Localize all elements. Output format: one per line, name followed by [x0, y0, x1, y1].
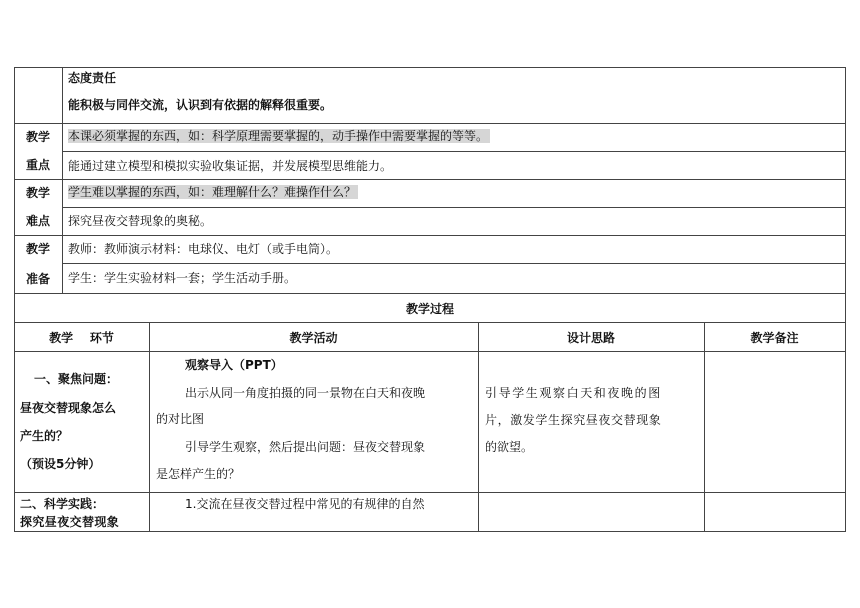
key-points-row2: 能通过建立模型和模拟实验收集证据，并发展模型思维能力。: [68, 159, 393, 173]
stage1-activity-line4: 是怎样产生的？: [156, 467, 241, 481]
grid-line: [845, 67, 846, 531]
difficulties-label-line2: 难点: [25, 214, 50, 228]
stage1-activity-line2: 的对比图: [156, 412, 205, 426]
grid-line: [62, 67, 63, 293]
preparation-label-line1: 教学: [25, 242, 50, 256]
key-points-label-line1: 教学: [25, 130, 50, 144]
stage1-design-line2: 片，激发学生探究昼夜交替现象: [485, 413, 662, 427]
grid-line: [14, 351, 846, 352]
grid-line: [14, 67, 15, 531]
stage1-line1: 一、聚焦问题：: [34, 372, 119, 386]
header-design: 设计思路: [566, 331, 615, 345]
key-points-label-line2: 重点: [25, 158, 50, 172]
preparation-row1: 教师：教师演示材料：电球仪、电灯（或手电筒）。: [68, 242, 339, 256]
grid-line: [704, 322, 705, 531]
difficulties-label-line1: 教学: [25, 186, 50, 200]
difficulties-row1-text: 学生难以掌握的东西，如：难理解什么？难操作什么？: [68, 185, 357, 199]
stage2-line1: 二、科学实践：: [20, 497, 105, 511]
grid-line: [14, 293, 846, 294]
difficulties-row1: [68, 184, 358, 200]
grid-line: [478, 322, 479, 531]
grid-line: [14, 235, 846, 236]
preparation-label-line2: 准备: [25, 272, 50, 286]
key-points-row1: [68, 128, 490, 144]
stage1-line2: 昼夜交替现象怎么: [20, 401, 117, 415]
stage2-activity-line1: 1.交流在昼夜交替过程中常见的有规律的自然: [185, 497, 425, 511]
grid-line: [149, 322, 150, 531]
grid-line: [62, 207, 846, 208]
grid-line: [62, 151, 846, 152]
stage1-line3: 产生的？: [20, 429, 69, 443]
stage1-design-line3: 的欲望。: [485, 440, 534, 454]
header-activity: 教学活动: [289, 331, 338, 345]
attitude-text: 能积极与同伴交流，认识到有依据的解释很重要。: [68, 98, 333, 112]
grid-line: [14, 179, 846, 180]
difficulties-row2: 探究昼夜交替现象的奥秘。: [68, 214, 213, 228]
stage1-line4: （预设5分钟）: [20, 457, 101, 471]
stage2-line2: 探究昼夜交替现象: [20, 515, 120, 529]
header-stage: 教学 环节: [49, 331, 114, 345]
attitude-title: 态度责任: [68, 71, 117, 85]
stage1-activity-title: 观察导入（PPT）: [185, 358, 283, 372]
grid-line: [14, 531, 846, 532]
grid-line: [14, 322, 846, 323]
grid-line: [14, 123, 846, 124]
key-points-row1-text: 本课必须掌握的东西，如：科学原理需要掌握的，动手操作中需要掌握的等等。: [68, 129, 489, 143]
stage1-activity-line3: 引导学生观察，然后提出问题：昼夜交替现象: [185, 440, 426, 454]
grid-line: [62, 263, 846, 264]
header-notes: 教学备注: [750, 331, 799, 345]
grid-line: [14, 492, 846, 493]
stage1-activity-line1: 出示从同一角度拍摄的同一景物在白天和夜晚: [185, 386, 426, 400]
process-title: 教学过程: [405, 302, 454, 316]
preparation-row2: 学生：学生实验材料一套；学生活动手册。: [68, 271, 297, 285]
grid-line: [14, 67, 846, 68]
stage1-design-line1: 引导学生观察白天和夜晚的图: [485, 386, 662, 400]
